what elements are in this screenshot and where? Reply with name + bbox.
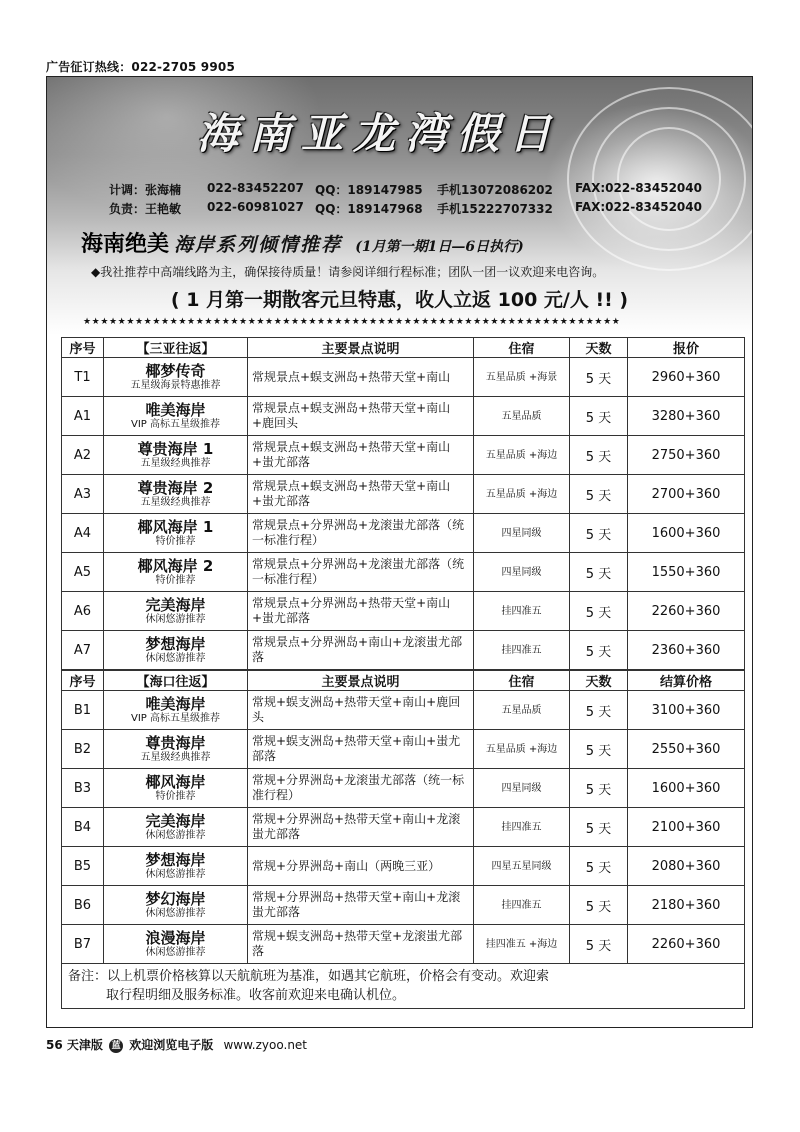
table-row [62, 925, 745, 964]
page-number: 56 天津版 [46, 1038, 103, 1052]
footer-url[interactable]: www.zyoo.net [223, 1038, 308, 1052]
table-row [62, 553, 745, 592]
tour-name: 尊贵海岸 2 [137, 478, 214, 497]
tour-days: 5 天 [570, 769, 628, 808]
tour-name-cell [104, 397, 248, 436]
table-header-row [62, 338, 745, 358]
tour-name-cell [104, 514, 248, 553]
tour-price: 2360+360 [628, 631, 745, 671]
tour-name: 梦幻海岸 [145, 889, 206, 908]
remark-section [62, 964, 745, 1009]
tour-code: B4 [62, 808, 104, 847]
tour-code: B3 [62, 769, 104, 808]
tour-hotel: 五星品质 +海景 [474, 358, 570, 397]
tour-hotel: 五星品质 [474, 397, 570, 436]
tour-days: 5 天 [570, 631, 628, 671]
contact-fax: FAX:022-83452040 [575, 200, 702, 214]
table-row [62, 397, 745, 436]
contact-tel: 022-60981027 [207, 200, 304, 214]
tour-tag: 休闲悠游推荐 [145, 907, 206, 919]
tour-price: 2550+360 [628, 730, 745, 769]
swirl-decoration [617, 127, 721, 231]
table-row [62, 730, 745, 769]
tour-code: A7 [62, 631, 104, 671]
tour-days: 5 天 [570, 397, 628, 436]
tour-tag: 休闲悠游推荐 [145, 868, 206, 880]
tour-hotel: 五星品质 [474, 691, 570, 730]
tour-price: 2260+360 [628, 592, 745, 631]
ad-hotline: 广告征订热线：022-2705 9905 [46, 60, 236, 74]
tour-tag: 五星级经典推荐 [140, 457, 211, 469]
tour-price: 2750+360 [628, 436, 745, 475]
tour-price: 2260+360 [628, 925, 745, 964]
contact-tel: 022-83452207 [207, 181, 304, 195]
header-cell: 结算价格 [628, 670, 745, 691]
header-cell: 主要景点说明 [248, 670, 474, 691]
tour-tag: 休闲悠游推荐 [145, 652, 206, 664]
tour-code: A4 [62, 514, 104, 553]
tour-route: 常规+蜈支洲岛+热带天堂+南山+蚩尤部落 [248, 730, 474, 769]
tour-name: 椰风海岸 [145, 772, 206, 791]
header-cell: 序号 [62, 670, 104, 691]
contact-fax: FAX:022-83452040 [575, 181, 702, 195]
table-row [62, 436, 745, 475]
tour-name-cell [104, 592, 248, 631]
tour-price: 1600+360 [628, 514, 745, 553]
headline-series: 海岸系列倾情推荐 [174, 234, 343, 256]
table-row [62, 886, 745, 925]
remark-line: 备注：以上机票价格核算以天航航班为基准，如遇其它航班，价格会有变动。欢迎索 [68, 969, 550, 984]
tour-route: 常规景点+蜈支洲岛+热带天堂+南山+鹿回头 [248, 397, 474, 436]
tour-days: 5 天 [570, 730, 628, 769]
tour-code: B7 [62, 925, 104, 964]
logo-icon: 蓝 [109, 1039, 123, 1053]
table-row [62, 808, 745, 847]
header-cell: 天数 [570, 338, 628, 358]
tour-code: A1 [62, 397, 104, 436]
tour-route: 常规+分界洲岛+热带天堂+南山+龙滚蚩尤部落 [248, 886, 474, 925]
tour-hotel: 挂四准五 [474, 886, 570, 925]
table-row [62, 592, 745, 631]
tour-name-cell [104, 436, 248, 475]
tour-name-cell [104, 631, 248, 671]
tour-name-cell [104, 475, 248, 514]
tour-name-cell [104, 847, 248, 886]
contact-mobile: 手机15222707332 [437, 202, 553, 216]
table-row [62, 475, 745, 514]
tour-code: T1 [62, 358, 104, 397]
tour-name: 尊贵海岸 [145, 733, 206, 752]
header-cell: 主要景点说明 [248, 338, 474, 358]
tour-route: 常规景点+分界洲岛+龙滚蚩尤部落（统一标准行程） [248, 553, 474, 592]
table-row [62, 847, 745, 886]
tour-hotel: 挂四准五 [474, 808, 570, 847]
sanya-section [62, 338, 745, 671]
tour-route: 常规景点+分界洲岛+热带天堂+南山+蚩尤部落 [248, 592, 474, 631]
tour-code: A2 [62, 436, 104, 475]
tour-price: 2100+360 [628, 808, 745, 847]
footer-text: 欢迎浏览电子版 [129, 1038, 214, 1052]
tour-route: 常规+蜈支洲岛+热带天堂+龙滚蚩尤部落 [248, 925, 474, 964]
contact-mobile: 手机13072086202 [437, 183, 553, 197]
tour-name: 梦想海岸 [145, 634, 206, 653]
tour-price: 2960+360 [628, 358, 745, 397]
company-title: 海南亚龙湾假日 [197, 109, 562, 158]
header-cell: 序号 [62, 338, 104, 358]
tour-hotel: 五星品质 +海边 [474, 730, 570, 769]
tour-route: 常规景点+蜈支洲岛+热带天堂+南山+蚩尤部落 [248, 436, 474, 475]
header-cell: 住宿 [474, 670, 570, 691]
tour-route: 常规+分界洲岛+南山（两晚三亚） [248, 847, 474, 886]
star-divider: ★★★★★★★★★★★★★★★★★★★★★★★★★★★★★★★★★★★★★★★★★★★★★★★★★★★★★★★★★★★★★★ [83, 317, 621, 327]
header-cell: 住宿 [474, 338, 570, 358]
table-row [62, 631, 745, 671]
tour-name-cell [104, 886, 248, 925]
tour-hotel: 五星品质 +海边 [474, 436, 570, 475]
tour-name: 唯美海岸 [145, 400, 206, 419]
promo-text: ( 1 月第一期散客元旦特惠，收人立返 100 元/人 !! ) [170, 289, 629, 311]
tour-name: 椰风海岸 2 [137, 556, 214, 575]
contact-name: 负责：王艳敏 [109, 202, 182, 216]
tour-days: 5 天 [570, 553, 628, 592]
tour-code: B2 [62, 730, 104, 769]
tour-days: 5 天 [570, 358, 628, 397]
tour-hotel: 四星同级 [474, 514, 570, 553]
tour-days: 5 天 [570, 475, 628, 514]
tour-price: 1600+360 [628, 769, 745, 808]
remark-cell [62, 964, 745, 1009]
tour-hotel: 四星同级 [474, 769, 570, 808]
tour-hotel: 挂四准五 +海边 [474, 925, 570, 964]
remark-line: 取行程明细及服务标准。收客前欢迎来电确认机位。 [106, 988, 406, 1003]
tour-days: 5 天 [570, 514, 628, 553]
tour-name-cell [104, 358, 248, 397]
tour-tag: 休闲悠游推荐 [145, 946, 206, 958]
tour-price: 3100+360 [628, 691, 745, 730]
tour-tag: 休闲悠游推荐 [145, 829, 206, 841]
tour-route: 常规+蜈支洲岛+热带天堂+南山+鹿回头 [248, 691, 474, 730]
tour-price-table [61, 337, 745, 1009]
remark-row [62, 964, 745, 1009]
headline-period: (1月第一期1日—6日执行) [355, 239, 524, 255]
tour-code: A5 [62, 553, 104, 592]
haikou-section [62, 670, 745, 964]
contact-name: 计调：张海楠 [109, 183, 182, 197]
tour-tag: VIP 高标五星级推荐 [131, 712, 220, 724]
table-row [62, 358, 745, 397]
tour-code: B1 [62, 691, 104, 730]
table-row [62, 691, 745, 730]
headline-main: 海南绝美 [81, 232, 170, 257]
tour-route: 常规+分界洲岛+龙滚蚩尤部落（统一标准行程） [248, 769, 474, 808]
tour-price: 1550+360 [628, 553, 745, 592]
tour-tag: 特价推荐 [155, 574, 196, 586]
tour-name-cell [104, 808, 248, 847]
tour-price: 2180+360 [628, 886, 745, 925]
tour-name: 完美海岸 [145, 595, 206, 614]
tour-days: 5 天 [570, 808, 628, 847]
advertisement-frame [46, 76, 753, 1028]
table-row [62, 514, 745, 553]
tour-route: 常规景点+分界洲岛+南山+龙滚蚩尤部落 [248, 631, 474, 671]
tour-price: 2700+360 [628, 475, 745, 514]
tour-tag: 特价推荐 [155, 535, 196, 547]
header-cell: 【三亚往返】 [104, 338, 248, 358]
tour-hotel: 五星品质 +海边 [474, 475, 570, 514]
tour-code: A6 [62, 592, 104, 631]
tour-name-cell [104, 691, 248, 730]
tour-name-cell [104, 553, 248, 592]
tour-name: 椰风海岸 1 [137, 517, 214, 536]
header-cell: 天数 [570, 670, 628, 691]
tour-name: 椰梦传奇 [145, 361, 206, 380]
contact-qq: QQ：189147968 [315, 202, 423, 216]
tour-tag: 五星级经典推荐 [140, 496, 211, 508]
tour-tag: 休闲悠游推荐 [145, 613, 206, 625]
tour-code: B6 [62, 886, 104, 925]
tour-hotel: 四星同级 [474, 553, 570, 592]
tour-name: 尊贵海岸 1 [137, 439, 214, 458]
tour-days: 5 天 [570, 886, 628, 925]
tour-route: 常规景点+分界洲岛+龙滚蚩尤部落（统一标准行程） [248, 514, 474, 553]
tour-name: 浪漫海岸 [145, 928, 206, 947]
tour-hotel: 四星五星同级 [474, 847, 570, 886]
tour-hotel: 挂四准五 [474, 631, 570, 671]
tour-tag: 特价推荐 [155, 790, 196, 802]
tour-code: A3 [62, 475, 104, 514]
tour-tag: VIP 高标五星级推荐 [131, 418, 220, 430]
tour-name-cell [104, 730, 248, 769]
tour-price: 2080+360 [628, 847, 745, 886]
tour-code: B5 [62, 847, 104, 886]
notice-text: ◆我社推荐中高端线路为主，确保接待质量！请参阅详细行程标准；团队一团一议欢迎来电咨询。 [91, 265, 605, 279]
tour-hotel: 挂四准五 [474, 592, 570, 631]
tour-name-cell [104, 925, 248, 964]
tour-days: 5 天 [570, 592, 628, 631]
banner [47, 77, 752, 335]
tour-route: 常规+分界洲岛+热带天堂+南山+龙滚蚩尤部落 [248, 808, 474, 847]
tour-name: 唯美海岸 [145, 694, 206, 713]
tour-route: 常规景点+蜈支洲岛+热带天堂+南山 [248, 358, 474, 397]
tour-days: 5 天 [570, 847, 628, 886]
headline [81, 227, 524, 258]
tour-name: 完美海岸 [145, 811, 206, 830]
tour-name: 梦想海岸 [145, 850, 206, 869]
tour-tag: 五星级海景特惠推荐 [130, 379, 221, 391]
tour-days: 5 天 [570, 691, 628, 730]
table-header-row [62, 670, 745, 691]
page-footer [46, 1036, 307, 1053]
tour-price: 3280+360 [628, 397, 745, 436]
tour-days: 5 天 [570, 436, 628, 475]
tour-days: 5 天 [570, 925, 628, 964]
contact-qq: QQ：189147985 [315, 183, 423, 197]
table-row [62, 769, 745, 808]
tour-tag: 五星级经典推荐 [140, 751, 211, 763]
header-cell: 【海口往返】 [104, 670, 248, 691]
header-cell: 报价 [628, 338, 745, 358]
tour-route: 常规景点+蜈支洲岛+热带天堂+南山+蚩尤部落 [248, 475, 474, 514]
tour-name-cell [104, 769, 248, 808]
